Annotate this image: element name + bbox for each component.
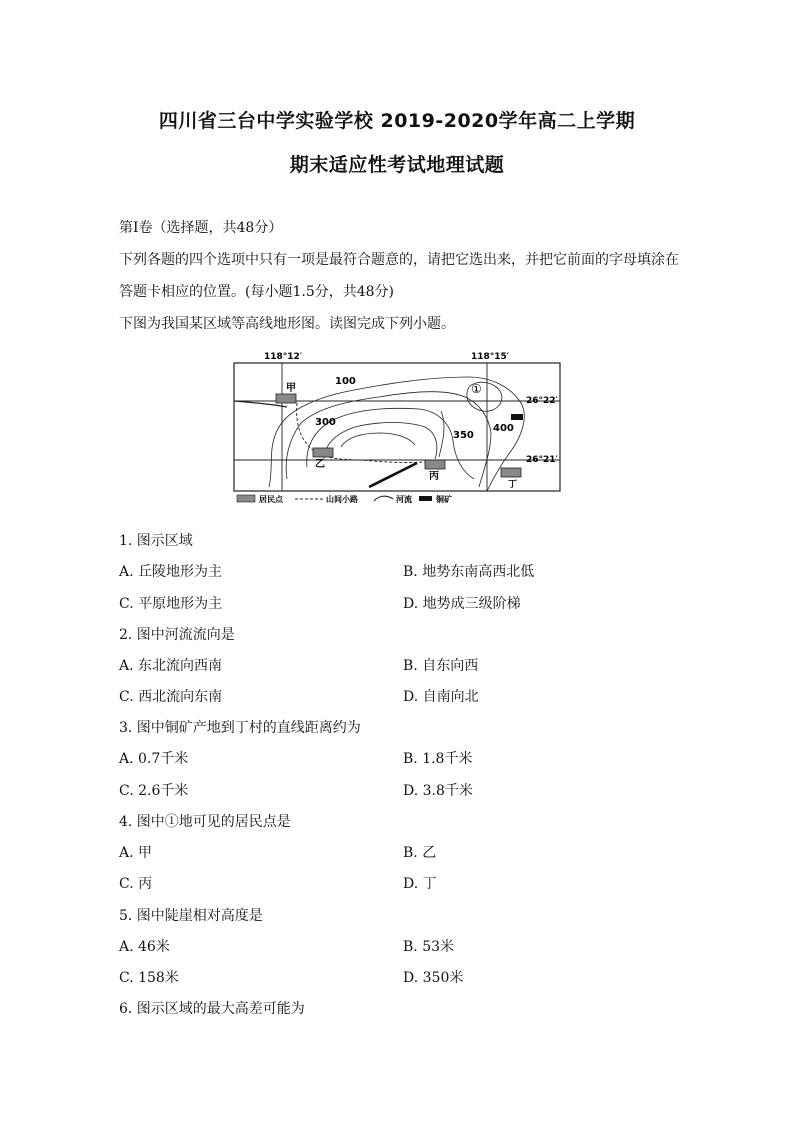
question-4-option-a: A. 甲	[119, 845, 153, 861]
question-5-option-c: C. 158米	[119, 970, 179, 986]
question-5-option-a: A. 46米	[119, 939, 170, 955]
legend-settlement-swatch	[237, 495, 255, 502]
question-1-option-d: D. 地势成三级阶梯	[403, 596, 521, 612]
question-2-option-d: D. 自南向北	[403, 689, 479, 705]
settlement-jia	[276, 394, 296, 403]
question-4-stem: 4. 图中①地可见的居民点是	[119, 814, 291, 830]
contour-map	[229, 347, 569, 507]
lat-label-bottom: 26°21′	[526, 455, 558, 465]
question-1-option-b: B. 地势东南高西北低	[403, 564, 535, 580]
lon-label-left: 118°12′	[264, 352, 303, 362]
question-4-option-b: B. 乙	[403, 845, 437, 861]
question-2-option-a: A. 东北流向西南	[119, 658, 223, 674]
question-6-stem: 6. 图示区域的最大高差可能为	[119, 1001, 305, 1017]
place-ding-label: 丁	[508, 480, 518, 490]
lon-label-right: 118°15′	[471, 352, 510, 362]
question-3-option-c: C. 2.6千米	[119, 783, 189, 799]
question-1-stem: 1. 图示区域	[119, 533, 193, 549]
question-5-option-d: D. 350米	[403, 970, 464, 986]
legend-copper-label: 铜矿	[436, 495, 452, 504]
question-group-stem: 下图为我国某区域等高线地形图。读图完成下列小题。	[119, 316, 455, 332]
question-1-option-a: A. 丘陵地形为主	[119, 564, 223, 580]
question-4-option-d: D. 丁	[403, 876, 437, 892]
contour-line	[439, 411, 444, 457]
question-3-option-b: B. 1.8千米	[403, 751, 473, 767]
contour-label-300: 300	[315, 417, 336, 428]
document-title-line2: 期末适应性考试地理试题	[289, 154, 505, 176]
question-3-option-a: A. 0.7千米	[119, 751, 189, 767]
place-yi-label: 乙	[315, 459, 325, 470]
point-1-label: ①	[471, 382, 482, 396]
legend-path-label: 山间小路	[326, 495, 358, 504]
legend-settlement-label: 居民点	[259, 495, 283, 504]
contour-label-350: 350	[453, 430, 474, 441]
question-2-option-c: C. 西北流向东南	[119, 689, 223, 705]
settlement-ding	[501, 468, 521, 477]
question-2-stem: 2. 图中河流流向是	[119, 627, 235, 643]
section-heading: 第Ⅰ卷（选择题，共48分）	[119, 220, 283, 236]
copper-mine-marker	[511, 414, 523, 420]
document-title-line1: 四川省三台中学实验学校 2019-2020学年高二上学期	[158, 110, 636, 132]
question-1-option-c: C. 平原地形为主	[119, 596, 223, 612]
question-3-option-d: D. 3.8千米	[403, 783, 473, 799]
lat-label-top: 26°22′	[526, 396, 558, 406]
instruction-line-1: 下列各题的四个选项中只有一项是最符合题意的，请把它选出来，并把它前面的字母填涂在	[119, 252, 679, 268]
question-5-stem: 5. 图中陡崖相对高度是	[119, 908, 263, 924]
settlement-bing	[425, 460, 445, 469]
question-2-option-b: B. 自东向西	[403, 658, 479, 674]
cliff-line	[369, 463, 417, 487]
contour-line	[324, 423, 437, 460]
question-5-option-b: B. 53米	[403, 939, 455, 955]
legend-copper-swatch	[419, 496, 432, 501]
contour-label-400: 400	[493, 423, 514, 434]
place-jia-label: 甲	[286, 383, 296, 394]
legend-river-swatch	[374, 496, 393, 501]
contour-label-100: 100	[335, 376, 356, 387]
place-bing-label: 丙	[429, 471, 439, 482]
question-4-option-c: C. 丙	[119, 876, 153, 892]
question-3-stem: 3. 图中铜矿产地到丁村的直线距离约为	[119, 720, 361, 736]
instruction-line-2: 答题卡相应的位置。(每小题1.5分，共48分)	[119, 284, 395, 300]
contour-line	[341, 433, 415, 447]
settlement-yi	[313, 448, 333, 457]
legend-river-label: 河流	[396, 495, 412, 504]
